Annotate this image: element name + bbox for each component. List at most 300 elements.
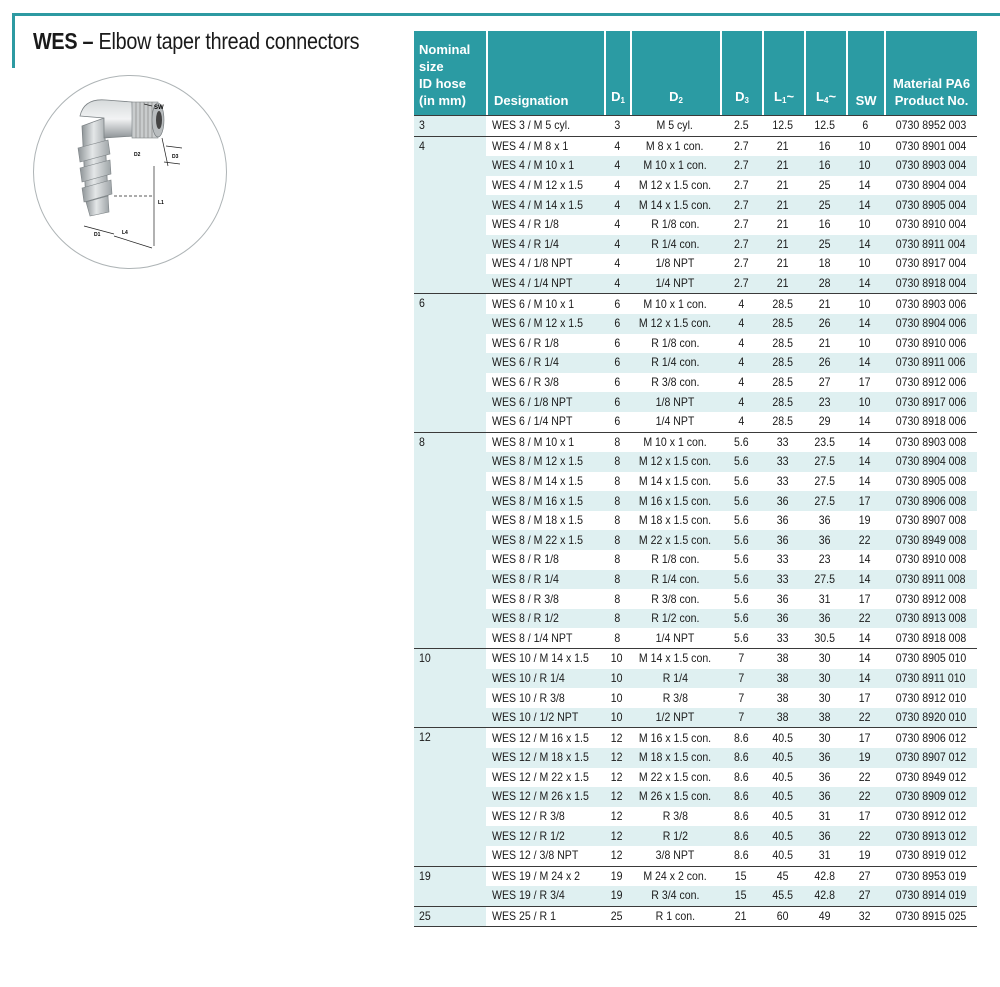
d2-value: R 1/4 con.: [650, 571, 700, 586]
product-no-value: 0730 8903 004: [895, 158, 966, 173]
col-header-d1: [604, 31, 630, 115]
d3-value: 5.6: [733, 591, 749, 606]
cell-product-no: [884, 472, 977, 492]
designation-value: WES 6 / R 3/8: [492, 375, 559, 390]
cell-designation: [486, 392, 604, 412]
cell-l1: [762, 727, 804, 748]
cell-l1: [762, 254, 804, 274]
designation-label: Designation: [494, 93, 569, 108]
cell-l4: [804, 314, 846, 334]
cell-product-no: [884, 254, 977, 274]
cell-sw: [846, 511, 884, 531]
cell-l4: [804, 195, 846, 215]
l4-value: 23: [819, 394, 831, 409]
cell-product-no: [884, 195, 977, 215]
d3-label: D: [735, 89, 745, 104]
cell-d2: [630, 886, 720, 906]
sw-value: 14: [859, 670, 871, 685]
cell-d2: [630, 491, 720, 511]
product-no-value: 0730 8905 010: [895, 651, 966, 666]
l4-value: 30.5: [814, 630, 836, 645]
table-row: [414, 807, 977, 827]
d1-value: 8: [614, 611, 620, 626]
cell-d3: [720, 412, 762, 432]
cell-d2: [630, 550, 720, 570]
cell-designation: [486, 115, 604, 136]
sw-value: 14: [859, 651, 871, 666]
cell-d1: [604, 412, 630, 432]
cell-sw: [846, 748, 884, 768]
designation-value: WES 6 / M 12 x 1.5: [492, 316, 583, 331]
d1-value: 10: [611, 690, 623, 705]
cell-l1: [762, 787, 804, 807]
designation-value: WES 4 / R 1/4: [492, 236, 559, 251]
nominal-size-value: 12: [419, 730, 431, 745]
sw-value: 14: [859, 454, 871, 469]
product-no-value: 0730 8918 004: [895, 276, 966, 291]
cell-l4: [804, 511, 846, 531]
designation-value: WES 6 / 1/8 NPT: [492, 394, 573, 409]
cell-product-no: [884, 589, 977, 609]
d3-value: 8.6: [733, 750, 749, 765]
cell-sw: [846, 846, 884, 866]
product-no-value: 0730 8903 006: [895, 296, 966, 311]
cell-d3: [720, 353, 762, 373]
d2-value: M 18 x 1.5 con.: [638, 513, 712, 528]
cell-product-no: [884, 136, 977, 157]
cell-sw: [846, 826, 884, 846]
cell-l1: [762, 392, 804, 412]
cell-sw: [846, 787, 884, 807]
cell-d3: [720, 787, 762, 807]
cell-sw: [846, 589, 884, 609]
cell-d2: [630, 472, 720, 492]
cell-nominal-size: [414, 727, 486, 865]
cell-d1: [604, 648, 630, 669]
cell-d2: [630, 570, 720, 590]
cell-l1: [762, 334, 804, 354]
cell-l4: [804, 530, 846, 550]
l1-value: 38: [777, 670, 789, 685]
cell-l4: [804, 609, 846, 629]
cell-l4: [804, 628, 846, 648]
sw-value: 19: [859, 750, 871, 765]
cell-d3: [720, 550, 762, 570]
sw-value: 14: [859, 473, 871, 488]
designation-value: WES 10 / R 3/8: [492, 690, 565, 705]
designation-value: WES 4 / M 14 x 1.5: [492, 197, 583, 212]
cell-d3: [720, 886, 762, 906]
cell-d1: [604, 688, 630, 708]
cell-designation: [486, 748, 604, 768]
cell-product-no: [884, 768, 977, 788]
cell-l4: [804, 708, 846, 728]
cell-product-no: [884, 570, 977, 590]
cell-d2: [630, 787, 720, 807]
table-row: [414, 373, 977, 393]
cell-d2: [630, 589, 720, 609]
l1-value: 45: [777, 868, 789, 883]
table-row: [414, 156, 977, 176]
cell-sw: [846, 866, 884, 887]
label-sw: SW: [154, 105, 164, 111]
product-no-value: 0730 8905 004: [895, 197, 966, 212]
cell-l4: [804, 235, 846, 255]
sw-value: 14: [859, 552, 871, 567]
cell-d3: [720, 570, 762, 590]
cell-sw: [846, 293, 884, 314]
sw-value: 10: [859, 138, 871, 153]
cell-sw: [846, 768, 884, 788]
cell-d1: [604, 353, 630, 373]
d2-value: R 3/8: [662, 809, 688, 824]
cell-product-no: [884, 432, 977, 453]
d3-value: 5.6: [733, 611, 749, 626]
table-body: [414, 115, 977, 927]
cell-designation: [486, 826, 604, 846]
cell-d2: [630, 530, 720, 550]
cell-sw: [846, 727, 884, 748]
cell-product-no: [884, 353, 977, 373]
d3-value: 5.6: [733, 532, 749, 547]
cell-product-no: [884, 886, 977, 906]
cell-designation: [486, 886, 604, 906]
d3-value: 2.7: [733, 236, 749, 251]
cell-l4: [804, 550, 846, 570]
product-no-value: 0730 8911 004: [895, 236, 966, 251]
sw-value: 14: [859, 236, 871, 251]
d1-value: 6: [614, 355, 620, 370]
cell-l1: [762, 235, 804, 255]
cell-l1: [762, 274, 804, 294]
cell-l1: [762, 530, 804, 550]
l1-value: 38: [777, 651, 789, 666]
col-header-sw: [846, 31, 884, 115]
table-row: [414, 412, 977, 432]
l1-value: 36: [777, 591, 789, 606]
cell-d3: [720, 807, 762, 827]
header-rule: [12, 13, 1000, 16]
cell-designation: [486, 274, 604, 294]
cell-sw: [846, 669, 884, 689]
product-no-value: 0730 8904 006: [895, 316, 966, 331]
d2-value: M 8 x 1 con.: [646, 138, 704, 153]
d1-value: 8: [614, 493, 620, 508]
sw-value: 19: [859, 848, 871, 863]
cell-l4: [804, 826, 846, 846]
cell-d3: [720, 748, 762, 768]
l4-value: 26: [819, 316, 831, 331]
label-d3: D3: [172, 154, 179, 160]
label-l1: L1: [158, 200, 164, 206]
sw-value: 14: [859, 316, 871, 331]
table-row: [414, 648, 977, 669]
cell-d2: [630, 609, 720, 629]
cell-d1: [604, 136, 630, 157]
d3-value: 4: [738, 296, 744, 311]
cell-d3: [720, 609, 762, 629]
nominal-line-1: Nominal: [419, 42, 471, 57]
d3-value: 8.6: [733, 769, 749, 784]
designation-value: WES 4 / R 1/8: [492, 217, 559, 232]
cell-l4: [804, 136, 846, 157]
cell-l1: [762, 176, 804, 196]
cell-l4: [804, 472, 846, 492]
cell-d2: [630, 846, 720, 866]
d2-value: R 1/8 con.: [650, 217, 700, 232]
product-no-value: 0730 8913 012: [895, 828, 966, 843]
l4-label: L: [816, 89, 824, 104]
designation-value: WES 6 / M 10 x 1: [492, 296, 575, 311]
product-no-value: 0730 8949 008: [895, 532, 966, 547]
cell-d1: [604, 334, 630, 354]
table-row: [414, 115, 977, 136]
l1-value: 60: [777, 909, 789, 924]
cell-nominal-size: [414, 906, 486, 928]
cell-sw: [846, 609, 884, 629]
title-code: WES –: [33, 28, 94, 54]
d2-value: M 5 cyl.: [656, 118, 694, 133]
designation-value: WES 12 / R 3/8: [492, 809, 565, 824]
l1-value: 28.5: [772, 375, 794, 390]
product-no-value: 0730 8901 004: [895, 138, 966, 153]
table-row: [414, 628, 977, 648]
l1-value: 28.5: [772, 414, 794, 429]
cell-designation: [486, 472, 604, 492]
product-no-value: 0730 8914 019: [895, 888, 966, 903]
cell-d1: [604, 628, 630, 648]
l1-suffix: ~: [786, 89, 795, 104]
cell-nominal-size: [414, 115, 486, 136]
sw-value: 14: [859, 276, 871, 291]
l1-value: 33: [777, 630, 789, 645]
cell-d2: [630, 412, 720, 432]
designation-value: WES 3 / M 5 cyl.: [492, 118, 571, 133]
cell-product-no: [884, 807, 977, 827]
table-row: [414, 768, 977, 788]
sw-value: 17: [859, 493, 871, 508]
cell-d1: [604, 748, 630, 768]
product-no-value: 0730 8903 008: [895, 434, 966, 449]
nominal-size-value: 4: [419, 138, 425, 153]
l4-value: 23.5: [814, 434, 836, 449]
cell-d1: [604, 274, 630, 294]
l4-value: 36: [819, 513, 831, 528]
cell-sw: [846, 353, 884, 373]
cell-designation: [486, 589, 604, 609]
l1-value: 40.5: [772, 828, 794, 843]
cell-d1: [604, 373, 630, 393]
product-no-value: 0730 8912 010: [895, 690, 966, 705]
l4-value: 36: [819, 611, 831, 626]
sw-value: 22: [859, 710, 871, 725]
l4-value: 31: [819, 591, 831, 606]
l4-value: 36: [819, 532, 831, 547]
l1-value: 33: [777, 473, 789, 488]
cell-l1: [762, 432, 804, 453]
cell-product-no: [884, 215, 977, 235]
d3-value: 8.6: [733, 730, 749, 745]
cell-d2: [630, 136, 720, 157]
d3-value: 5.6: [733, 454, 749, 469]
cell-d2: [630, 353, 720, 373]
cell-d1: [604, 846, 630, 866]
product-no-value: 0730 8905 008: [895, 473, 966, 488]
designation-value: WES 8 / R 1/2: [492, 611, 559, 626]
title-text: Elbow taper thread connectors: [98, 28, 360, 54]
d3-value: 5.6: [733, 434, 749, 449]
product-no-value: 0730 8949 012: [895, 769, 966, 784]
d1-value: 8: [614, 532, 620, 547]
l4-value: 18: [819, 256, 831, 271]
table-row: [414, 511, 977, 531]
d3-value: 4: [738, 375, 744, 390]
cell-d1: [604, 866, 630, 887]
designation-value: WES 6 / R 1/8: [492, 335, 559, 350]
l1-value: 38: [777, 710, 789, 725]
l4-value: 31: [819, 809, 831, 824]
d2-value: R 1/2: [662, 828, 688, 843]
product-no-value: 0730 8906 012: [895, 730, 966, 745]
table-row: [414, 176, 977, 196]
table-row: [414, 550, 977, 570]
cell-product-no: [884, 115, 977, 136]
cell-product-no: [884, 392, 977, 412]
designation-value: WES 25 / R 1: [492, 909, 556, 924]
cell-d3: [720, 491, 762, 511]
d2-value: 1/8 NPT: [655, 394, 695, 409]
cell-sw: [846, 628, 884, 648]
cell-d3: [720, 906, 762, 928]
cell-l1: [762, 156, 804, 176]
cell-l4: [804, 906, 846, 928]
product-no-value: 0730 8906 008: [895, 493, 966, 508]
table-row: [414, 708, 977, 728]
l4-value: 36: [819, 750, 831, 765]
cell-product-no: [884, 334, 977, 354]
table-row: [414, 274, 977, 294]
cell-sw: [846, 176, 884, 196]
sw-value: 32: [859, 909, 871, 924]
l4-value: 16: [819, 158, 831, 173]
cell-d2: [630, 748, 720, 768]
cell-sw: [846, 195, 884, 215]
sw-value: 14: [859, 197, 871, 212]
l1-value: 21: [777, 236, 789, 251]
cell-sw: [846, 156, 884, 176]
d3-value: 2.7: [733, 256, 749, 271]
d3-value: 2.7: [733, 178, 749, 193]
d1-value: 8: [614, 630, 620, 645]
sw-value: 22: [859, 532, 871, 547]
d2-value: M 12 x 1.5 con.: [638, 316, 712, 331]
d1-value: 8: [614, 473, 620, 488]
header-side-rule: [12, 13, 15, 68]
cell-d3: [720, 589, 762, 609]
d1-value: 6: [614, 296, 620, 311]
cell-d2: [630, 156, 720, 176]
label-d2: D2: [134, 152, 141, 158]
cell-sw: [846, 215, 884, 235]
nominal-size-value: 19: [419, 868, 431, 883]
l4-value: 30: [819, 670, 831, 685]
d3-value: 4: [738, 355, 744, 370]
cell-designation: [486, 491, 604, 511]
cell-sw: [846, 472, 884, 492]
cell-product-no: [884, 235, 977, 255]
cell-d3: [720, 235, 762, 255]
cell-l1: [762, 886, 804, 906]
d3-value: 2.7: [733, 197, 749, 212]
d1-value: 8: [614, 571, 620, 586]
d2-value: R 1/4 con.: [650, 236, 700, 251]
cell-d3: [720, 215, 762, 235]
product-no-value: 0730 8910 008: [895, 552, 966, 567]
cell-d1: [604, 570, 630, 590]
product-no-value: 0730 8917 004: [895, 256, 966, 271]
d1-value: 4: [614, 276, 620, 291]
sw-value: 10: [859, 256, 871, 271]
d3-value: 5.6: [733, 552, 749, 567]
designation-value: WES 10 / M 14 x 1.5: [492, 651, 589, 666]
cell-designation: [486, 866, 604, 887]
cell-d3: [720, 768, 762, 788]
d3-value: 7: [738, 651, 744, 666]
l4-value: 30: [819, 690, 831, 705]
table-row: [414, 254, 977, 274]
cell-l1: [762, 472, 804, 492]
product-no-value: 0730 8919 012: [895, 848, 966, 863]
designation-value: WES 10 / 1/2 NPT: [492, 710, 579, 725]
cell-l1: [762, 628, 804, 648]
table-row: [414, 353, 977, 373]
cell-l1: [762, 589, 804, 609]
d2-value: 1/4 NPT: [655, 276, 695, 291]
d3-value: 7: [738, 710, 744, 725]
cell-d2: [630, 254, 720, 274]
material-line-1: Material PA6: [893, 76, 971, 91]
cell-l4: [804, 768, 846, 788]
d3-value: 2.7: [733, 217, 749, 232]
l1-label: L: [774, 89, 782, 104]
designation-value: WES 12 / R 1/2: [492, 828, 565, 843]
cell-d2: [630, 274, 720, 294]
d1-value: 12: [611, 750, 623, 765]
d1-value: 6: [614, 414, 620, 429]
d2-value: M 24 x 2 con.: [643, 868, 707, 883]
d2-value: R 1/4 con.: [650, 355, 700, 370]
cell-d3: [720, 472, 762, 492]
cell-d1: [604, 452, 630, 472]
table-row: [414, 669, 977, 689]
cell-l4: [804, 886, 846, 906]
cell-sw: [846, 452, 884, 472]
col-header-designation: [486, 31, 604, 115]
d3-value: 4: [738, 414, 744, 429]
specification-table: [414, 31, 977, 927]
cell-l1: [762, 826, 804, 846]
l1-value: 28.5: [772, 355, 794, 370]
cell-product-no: [884, 550, 977, 570]
l4-value: 38: [819, 710, 831, 725]
designation-value: WES 8 / R 1/4: [492, 571, 559, 586]
product-no-value: 0730 8913 008: [895, 611, 966, 626]
d2-value: R 1/8 con.: [650, 335, 700, 350]
cell-sw: [846, 550, 884, 570]
nominal-size-value: 25: [419, 908, 431, 923]
l4-value: 30: [819, 651, 831, 666]
table-row: [414, 314, 977, 334]
